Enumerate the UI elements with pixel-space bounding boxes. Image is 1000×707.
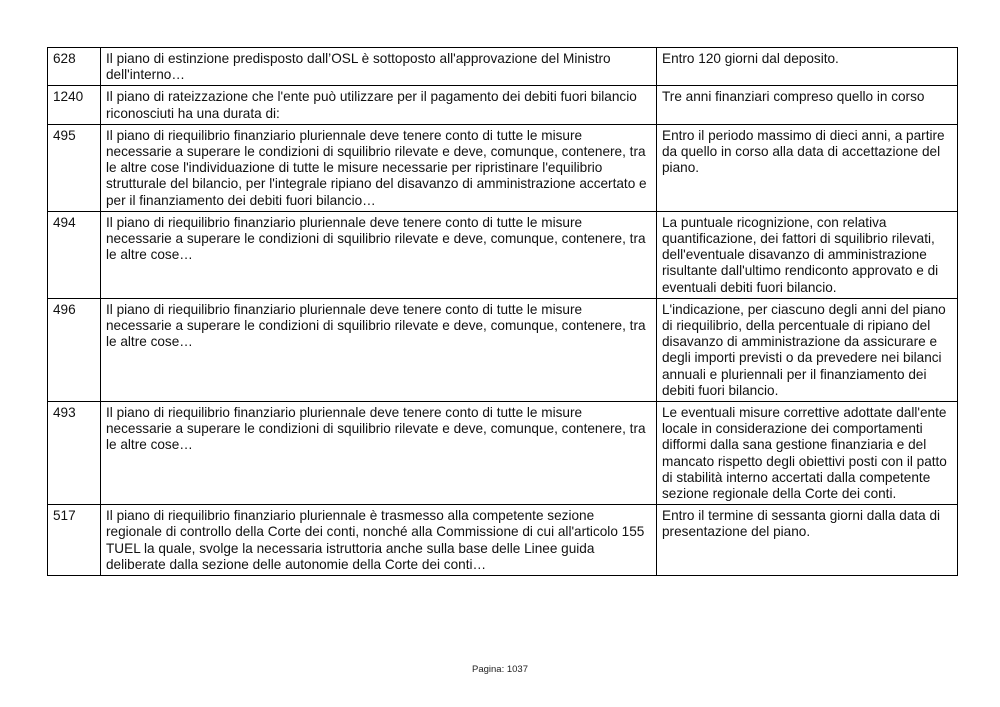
question-id: 493 xyxy=(48,402,101,505)
question-id: 496 xyxy=(48,298,101,401)
question-id: 1240 xyxy=(48,86,101,124)
table-row xyxy=(48,211,958,298)
question-text: Il piano di riequilibrio finanziario pluriennale deve tenere conto di tutte le misure necessarie a superare le condizioni di squilibrio rilevate e deve, comunque, contenere, tra le altre cose… xyxy=(101,298,657,401)
table-row xyxy=(48,86,958,124)
table-row xyxy=(48,48,958,86)
question-id: 494 xyxy=(48,211,101,298)
answer-text: Tre anni finanziari compreso quello in corso xyxy=(657,86,958,124)
question-text: Il piano di riequilibrio finanziario pluriennale è trasmesso alla competente sezione regionale di controllo della Corte dei conti, nonché alla Commissione di cui all'articolo 155 TUEL la quale, svolge la necessaria istruttoria anche sulla base delle Linee guida deliberate dalla sezione delle autonomie della Corte dei conti… xyxy=(101,505,657,576)
answer-text: Le eventuali misure correttive adottate dall'ente locale in considerazione dei comportamenti difformi dalla sana gestione finanziaria e del mancato rispetto degli obiettivi posti con il patto di stabilità interno accertati dalla competente sezione regionale della Corte dei conti. xyxy=(657,402,958,505)
question-id: 628 xyxy=(48,48,101,86)
table-row xyxy=(48,505,958,576)
answer-text: La puntuale ricognizione, con relativa quantificazione, dei fattori di squilibrio rilevati, dell'eventuale disavanzo di amministrazione risultante dall'ultimo rendiconto approvato e di eventuali debiti fuori bilancio. xyxy=(657,211,958,298)
question-text: Il piano di riequilibrio finanziario pluriennale deve tenere conto di tutte le misure necessarie a superare le condizioni di squilibrio rilevate e deve, comunque, contenere, tra le altre cose… xyxy=(101,211,657,298)
answer-text: L'indicazione, per ciascuno degli anni del piano di riequilibrio, della percentuale di ripiano del disavanzo di amministrazione da assicurare e degli importi previsti o da prevedere nei bilanci annuali e pluriennali per il finanziamento dei debiti fuori bilancio. xyxy=(657,298,958,401)
quiz-table xyxy=(47,47,958,576)
question-id: 495 xyxy=(48,124,101,211)
page-number: Pagina: 1037 xyxy=(472,664,528,675)
answer-text: Entro 120 giorni dal deposito. xyxy=(657,48,958,86)
table-row xyxy=(48,298,958,401)
question-text: Il piano di rateizzazione che l'ente può utilizzare per il pagamento dei debiti fuori bilancio riconosciuti ha una durata di: xyxy=(101,86,657,124)
answer-text: Entro il termine di sessanta giorni dalla data di presentazione del piano. xyxy=(657,505,958,576)
question-text: Il piano di estinzione predisposto dall’OSL è sottoposto all'approvazione del Ministro dell'interno… xyxy=(101,48,657,86)
table-row xyxy=(48,124,958,211)
question-id: 517 xyxy=(48,505,101,576)
question-text: Il piano di riequilibrio finanziario pluriennale deve tenere conto di tutte le misure necessarie a superare le condizioni di squilibrio rilevate e deve, comunque, contenere, tra le altre cose… xyxy=(101,402,657,505)
table-row xyxy=(48,402,958,505)
question-text: Il piano di riequilibrio finanziario pluriennale deve tenere conto di tutte le misure necessarie a superare le condizioni di squilibrio rilevate e deve, comunque, contenere, tra le altre cose l'individuazione di tutte le misure necessarie per ripristinare l'equilibrio strutturale del bilancio, per l'integrale ripiano del disavanzo di amministrazione accertato e per il finanziamento dei debiti fuori bilancio… xyxy=(101,124,657,211)
answer-text: Entro il periodo massimo di dieci anni, a partire da quello in corso alla data di accettazione del piano. xyxy=(657,124,958,211)
